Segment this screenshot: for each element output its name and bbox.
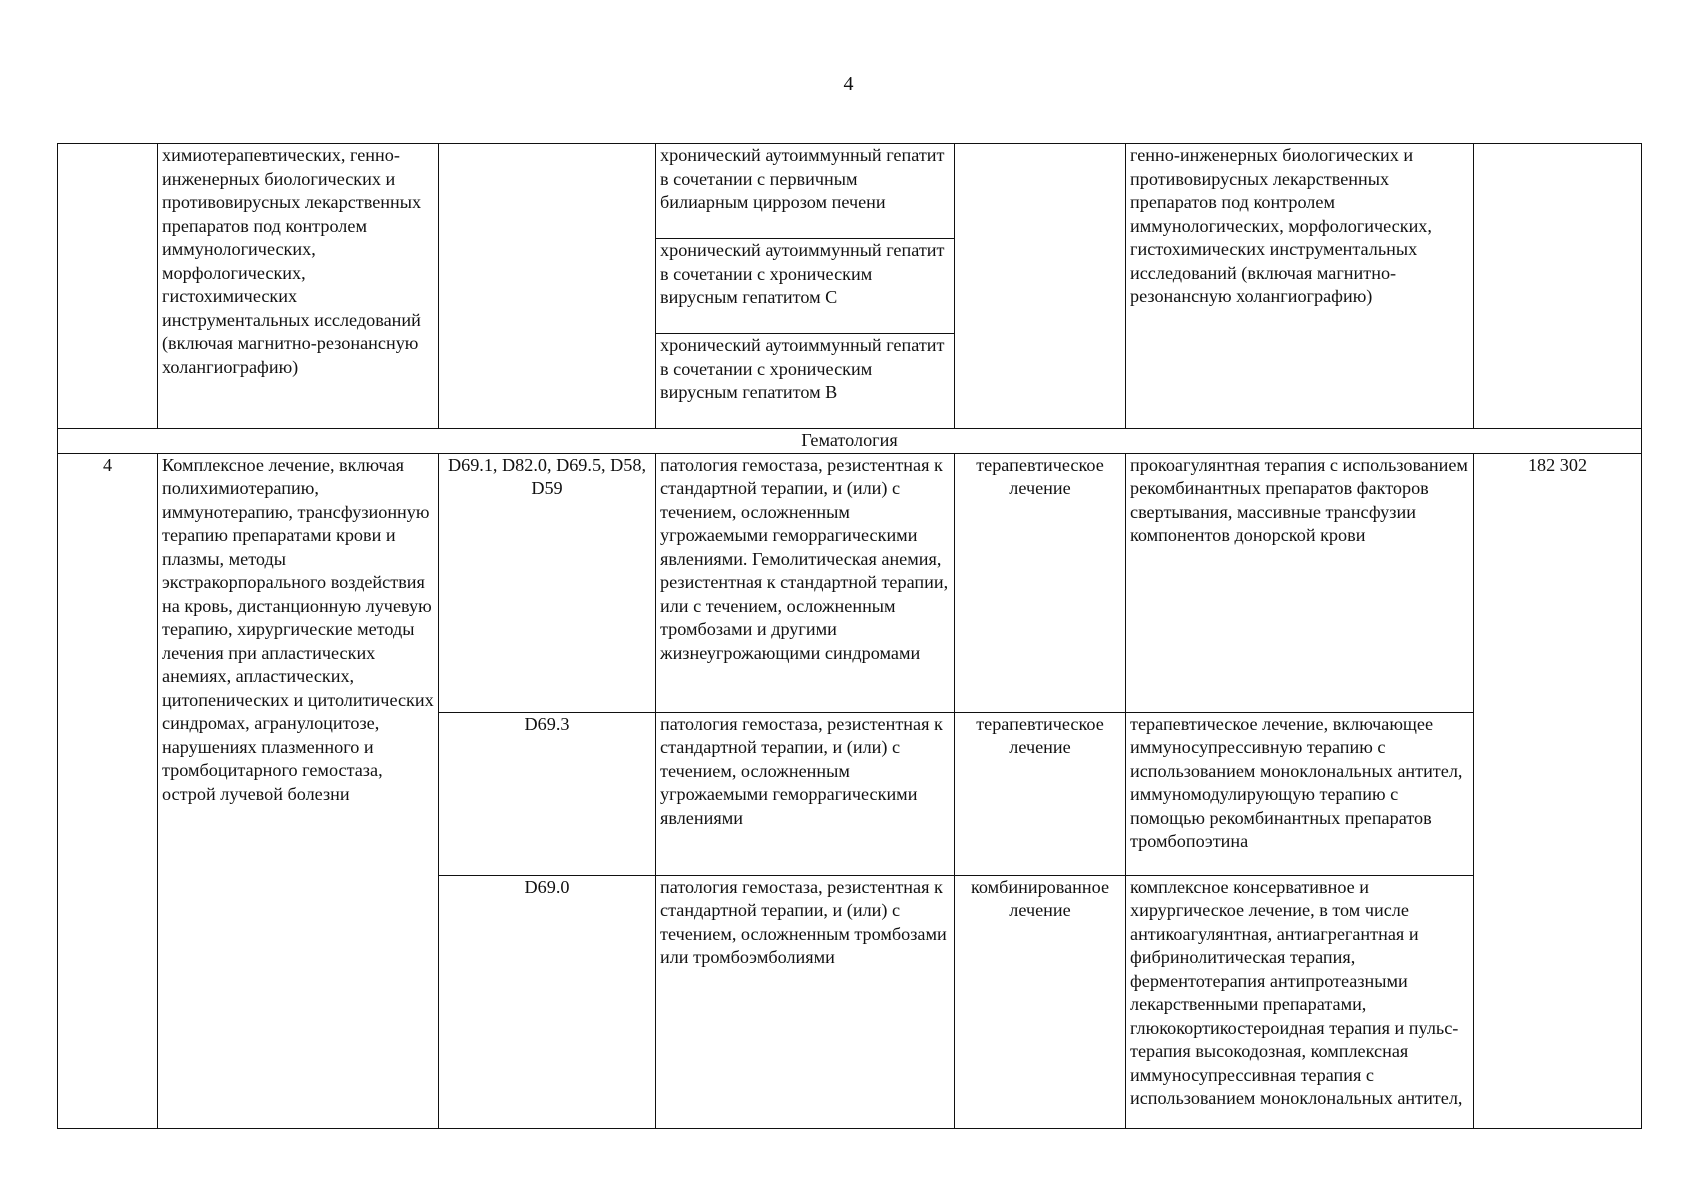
- entry-type-3: комбинированное лечение: [955, 875, 1126, 1128]
- section-title: Гематология: [58, 429, 1642, 454]
- entry-number: 4: [58, 453, 158, 1128]
- cont-codes-cell: [439, 144, 656, 429]
- entry-codes-3: D69.0: [439, 875, 656, 1128]
- cont-model-cell-2: хронический аутоиммунный гепатит в сочетании с хроническим вирусным гепатитом C: [656, 239, 955, 334]
- page-number: 4: [843, 73, 854, 95]
- cont-type-cell: [955, 144, 1126, 429]
- entry-row-1: [58, 453, 1642, 712]
- cont-treatment-cell: генно-инженерных биологических и противовирусных лекарственных препаратов под контролем иммунологических, морфологических, гистохимических инструментальных исследований (включая магнитно-резонансную холангиографию): [1126, 144, 1474, 429]
- cont-method-cell: химиотерапевтических, генно-инженерных биологических и противовирусных лекарственных препаратов под контролем иммунологических, морфологических, гистохимических инструментальных исследований (включая магнитно-резонансную холангиографию): [158, 144, 439, 429]
- continuation-row-1: [58, 144, 1642, 239]
- entry-name: Комплексное лечение, включая полихимиотерапию, иммунотерапию, трансфузионную терапию препаратами крови и плазмы, методы экстракорпорального воздействия на кровь, дистанционную лучевую терапию, хирургические методы лечения при апластических анемиях, апластических, цитопенических и цитолитических синдромах, агранулоцитозе, нарушениях плазменного и тромбоцитарного гемостаза, острой лучевой болезни: [158, 453, 439, 1128]
- entry-model-3: патология гемостаза, резистентная к стандартной терапии, и (или) с течением, осложненным тромбозами или тромбоэмболиями: [656, 875, 955, 1128]
- entry-method-3: комплексное консервативное и хирургическое лечение, в том числе антикоагулянтная, антиагрегантная и фибринолитическая терапия, ферментотерапия антипротеазными лекарственными препаратами, глюкокортикостероидная терапия и пульс-терапия высокодозная, комплексная иммуносупрессивная терапия с использованием моноклональных антител,: [1126, 875, 1474, 1128]
- entry-model-2: патология гемостаза, резистентная к стандартной терапии, и (или) с течением, осложненным угрожаемыми геморрагическими явлениями: [656, 712, 955, 875]
- entry-codes-2: D69.3: [439, 712, 656, 875]
- cont-cost-cell: [1474, 144, 1642, 429]
- entry-codes-1: D69.1, D82.0, D69.5, D58, D59: [439, 453, 656, 712]
- entry-type-2: терапевтическое лечение: [955, 712, 1126, 875]
- entry-cost: 182 302: [1474, 453, 1642, 1128]
- entry-method-1: прокоагулянтная терапия с использованием рекомбинантных препаратов факторов свертывания, массивные трансфузии компонентов донорской крови: [1126, 453, 1474, 712]
- procedures-table: [57, 143, 1642, 1129]
- entry-method-2: терапевтическое лечение, включающее иммуносупрессивную терапию с использованием моноклональных антител, иммуномодулирующую терапию с помощью рекомбинантных препаратов тромбопоэтина: [1126, 712, 1474, 875]
- entry-model-1: патология гемостаза, резистентная к стандартной терапии, и (или) с течением, осложненным угрожаемыми геморрагическими явлениями. Гемолитическая анемия, резистентная к стандартной терапии, или с течением, осложненным тромбозами и другими жизнеугрожающими синдромами: [656, 453, 955, 712]
- section-row: [58, 429, 1642, 454]
- entry-type-1: терапевтическое лечение: [955, 453, 1126, 712]
- cont-model-cell-1: хронический аутоиммунный гепатит в сочетании с первичным билиарным циррозом печени: [656, 144, 955, 239]
- cont-number-cell: [58, 144, 158, 429]
- cont-model-cell-3: хронический аутоиммунный гепатит в сочетании с хроническим вирусным гепатитом B: [656, 334, 955, 429]
